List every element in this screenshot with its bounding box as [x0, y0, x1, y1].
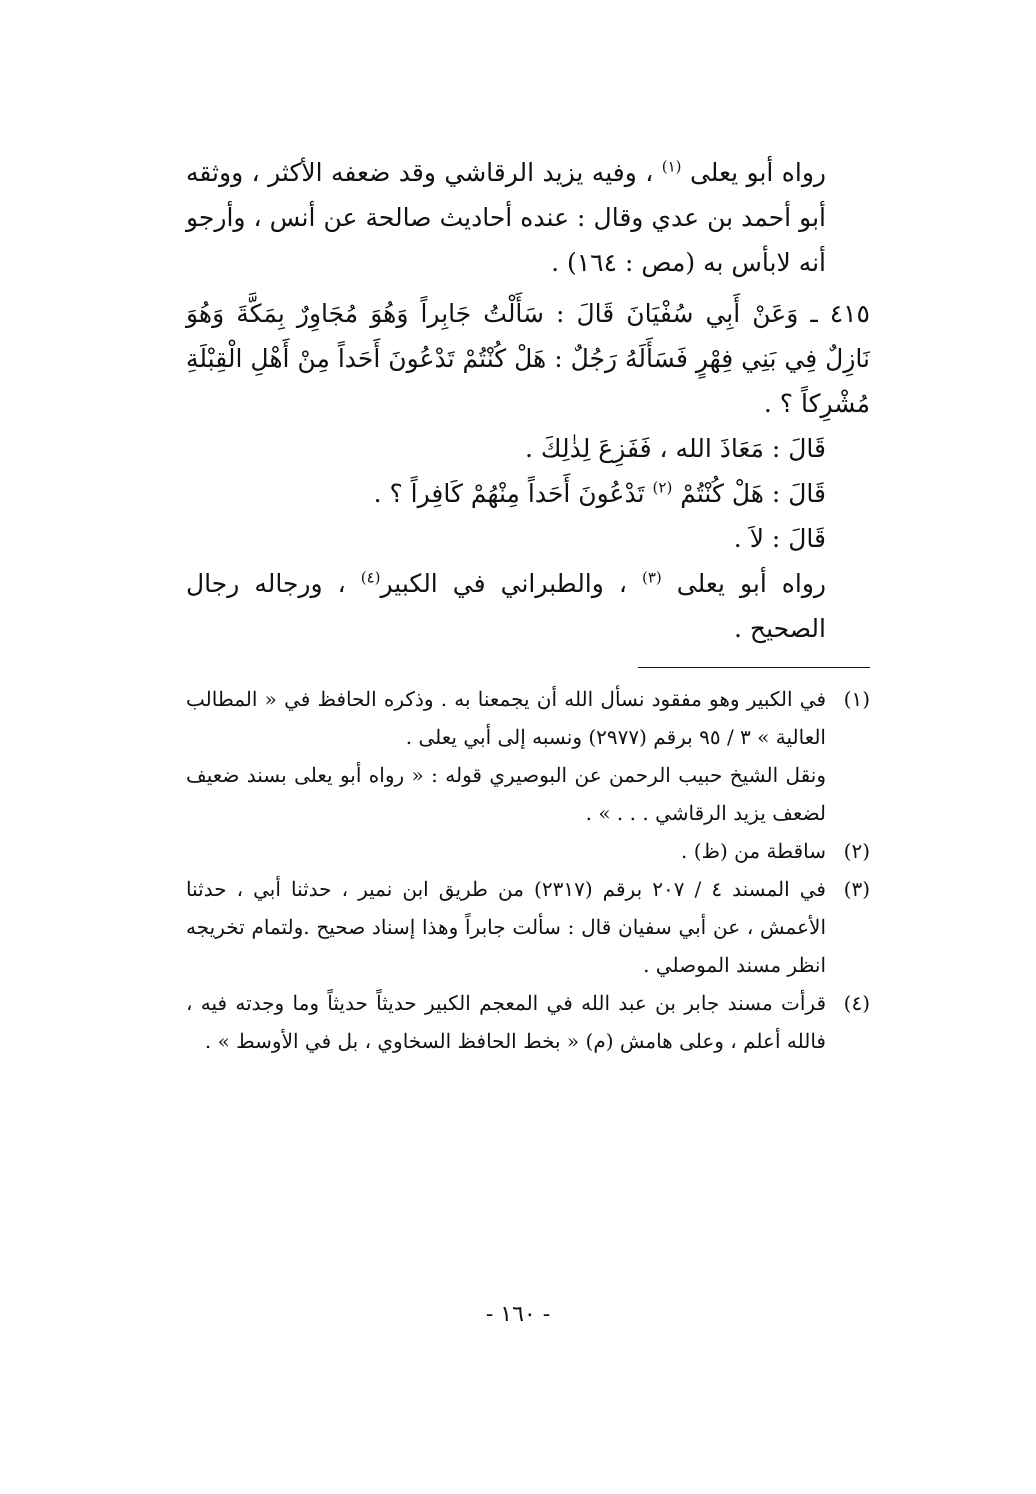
footnote-separator [638, 667, 870, 668]
footnote-1 [186, 680, 870, 756]
footnote-number: (٢) [843, 839, 870, 863]
footnote-text: قرأت مسند جابر بن عبد الله في المعجم الكبير حديثاً حديثاً وما وجدته فيه ، فالله أعلم ، وعلى هامش (م) « بخط الحافظ السخاوي ، بل في الأوسط » . [186, 991, 826, 1053]
paragraph-narration-1 [186, 150, 870, 285]
footnote-number: (١) [843, 687, 870, 711]
page-body [186, 150, 870, 1060]
text-segment: ، وفيه يزيد الرقاشي وقد ضعفه الأكثر ، ووثقه أبو أحمد بن عدي وقال : عنده أحاديث صالحة عن أنس ، وأرجو أنه لابأس به (مص : ١٦٤) . [186, 158, 826, 277]
footnote-ref-4: (٤) [360, 568, 381, 587]
text-segment: ، ورجاله رجال الصحيح . [186, 569, 826, 643]
footnote-text: ساقطة من (ظ) . [680, 839, 826, 863]
page-number: - ١٦٠ - [485, 1302, 551, 1327]
paragraph-narration-2 [186, 561, 870, 651]
text-segment: رواه أبو يعلى [689, 158, 826, 187]
text-segment: ، والطبراني في الكبير [380, 569, 627, 598]
footnote-ref-2: (٢) [652, 478, 673, 497]
footnote-2 [186, 832, 870, 870]
footnote-3 [186, 870, 870, 984]
hadith-415: ٤١٥ ـ وَعَنْ أَبِي سُفْيَانَ قَالَ : سَأَلْتُ جَابِراً وَهُوَ مُجَاوِرٌ بِمَكَّةَ وَهُوَ نَازِلٌ فِي بَنِي فِهْرٍ فَسَأَلَهُ رَجُلٌ : هَلْ كُنْتُمْ تَدْعُونَ أَحَداً مِنْ أَهْلِ الْقِبْلَةِ مُشْرِكاً ؟ . [186, 299, 870, 418]
footnote-4 [186, 984, 870, 1060]
footnote-1-continuation: ونقل الشيخ حبيب الرحمن عن البوصيري قوله : « رواه أبو يعلى بسند ضعيف لضعف يزيد الرقاشي . . . » . [186, 763, 826, 825]
footnote-ref-1: (١) [661, 157, 682, 176]
text-segment: رواه أبو يعلى [676, 569, 826, 598]
footnote-text: في المسند ٤ / ٢٠٧ برقم (٢٣١٧) من طريق ابن نمير ، حدثنا أبي ، حدثنا الأعمش ، عن أبي سفيان قال : سألت جابراً وهذا إسناد صحيح .ولتمام تخريجه انظر مسند الموصلي . [186, 877, 826, 977]
footnote-number: (٣) [843, 877, 870, 901]
text-segment: تَدْعُونَ أَحَداً مِنْهُمْ كَافِراً ؟ . [373, 479, 645, 508]
dialogue-line-3: قَالَ : لاَ . [733, 524, 826, 553]
text-segment: قَالَ : هَلْ كُنْتُمْ [680, 479, 826, 508]
dialogue-line-1: قَالَ : مَعَاذَ الله ، فَفَزِعَ لِذٰلِكَ . [525, 434, 826, 463]
footnote-text: في الكبير وهو مفقود نسأل الله أن يجمعنا به . وذكره الحافظ في « المطالب العالية » ٣ / ٩٥ برقم (٢٩٧٧) ونسبه إلى أبي يعلى . [186, 687, 826, 749]
footnote-ref-3: (٣) [641, 568, 662, 587]
footnote-number: (٤) [843, 991, 870, 1015]
dialogue-line-2 [186, 471, 870, 516]
